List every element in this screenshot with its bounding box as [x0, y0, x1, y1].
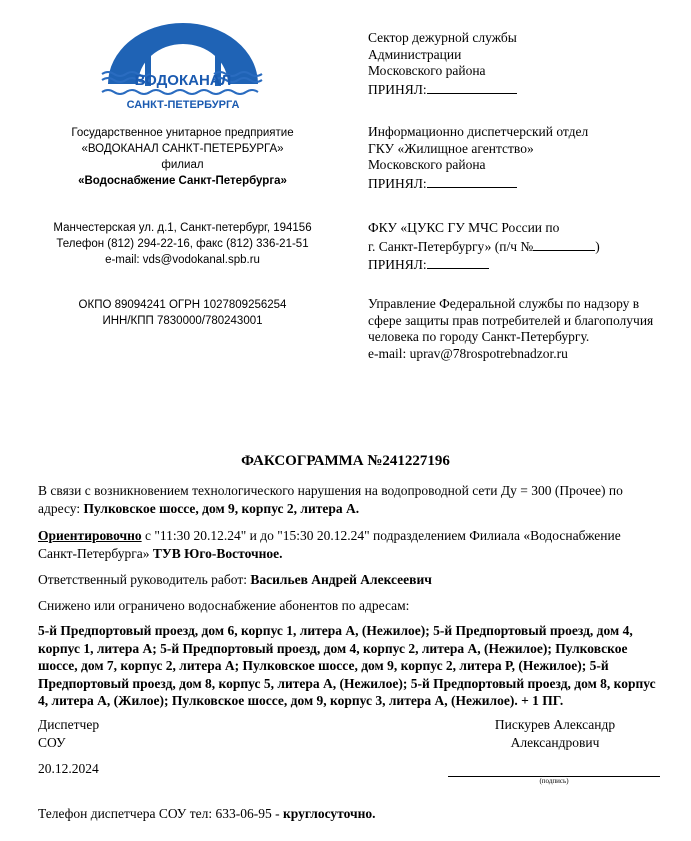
timing-unit: ТУВ Юго-Восточное. [152, 545, 283, 561]
inn-kpp: ИНН/КПП 7830000/780243001 [102, 315, 263, 327]
org-line: Государственное унитарное предприятие [71, 127, 294, 139]
recipient-block [368, 296, 658, 362]
responsible-name: Васильев Андрей Алексеевич [250, 572, 432, 587]
recipient-line: Московского района [368, 157, 486, 172]
codes-block [20, 297, 345, 329]
logo-wave [102, 90, 258, 94]
paragraph-addresses: 5-й Предпортовый проезд, дом 6, корпус 1, литера А, (Нежилое); 5-й Предпортовый проезд, дом 4, корпус 1, литера А; 5-й Предпортовый проезд, дом 4, корпус 2, литера А, (Нежилое); Пулковское шоссе, дом 7, корпус 2, литера А; Пулковское шоссе, дом 9, корпус 2, литера Р, (Нежилое); 5-й Предпортовый проезд, дом 8, корпус 5, литера А, (Нежилое); 5-й Предпортовый проезд, дом 8, корпус 4, литера А, (Жилое); Пулковское шоссе, дом 9, корпус 3, литера А, (Нежилое). + 1 ПГ. [38, 623, 656, 708]
footer-hours: круглосуточно. [282, 806, 376, 821]
org-phone: Телефон (812) 294-22-16, факс (812) 336-21-51 [56, 238, 309, 250]
signature-role [38, 716, 99, 751]
accepted-label: ПРИНЯЛ: [368, 175, 427, 191]
footer-phone [38, 805, 658, 823]
signer-name-line: Александрович [510, 734, 600, 750]
paragraph-incident [38, 482, 658, 517]
vodokanal-logo [100, 20, 266, 115]
accepted-label: ПРИНЯЛ: [368, 257, 427, 272]
recipient-email: e-mail: uprav@78rospotrebnadzor.ru [368, 345, 568, 361]
logo-city-text: САНКТ-ПЕТЕРБУРГА [126, 99, 240, 111]
recipient-line-end: ) [595, 238, 600, 254]
unit-number-blank[interactable] [533, 237, 595, 251]
org-address: Манчестерская ул. д.1, Санкт-петербург, 194156 [53, 222, 312, 234]
org-line: филиал [161, 159, 204, 171]
role-unit: СОУ [38, 734, 66, 750]
recipient-line: Информационно диспетчерский отдел [368, 124, 589, 139]
contacts-block [20, 220, 345, 268]
recipient-line: г. Санкт-Петербургу» (п/ч № [368, 238, 534, 254]
incident-address: Пулковское шоссе, дом 9, корпус 2, литера А. [83, 500, 360, 516]
org-block [20, 125, 345, 189]
org-email: e-mail: vds@vodokanal.spb.ru [105, 254, 260, 266]
signature-date: 20.12.2024 [38, 761, 99, 776]
recipient-line: Администрации [368, 46, 462, 62]
accepted-blank[interactable] [427, 255, 489, 269]
recipient-line: Московского района [368, 63, 486, 78]
org-line: «ВОДОКАНАЛ САНКТ-ПЕТЕРБУРГА» [81, 143, 284, 155]
recipient-line: ФКУ «ЦУКС ГУ МЧС России по [368, 220, 560, 235]
recipient-block [368, 124, 658, 192]
timing-text: с "11:30 20.12.24" и до "15:30 20.12.24" подразделением Филиала «Водоснабжение Санкт-Петербурга» [38, 528, 621, 561]
recipient-text: Управление Федеральной службы по надзору в сфере защиты прав потребителей и благополучия человека по городу Санкт-Петербургу. [368, 296, 654, 344]
accepted-blank[interactable] [427, 174, 517, 188]
fax-title: ФАКСОГРАММА №241227196 [241, 453, 450, 469]
role-dispatcher: Диспетчер [38, 717, 100, 732]
footer-text: Телефон диспетчера СОУ тел: 633-06-95 - [38, 806, 283, 821]
paragraph-reduced: Снижено или ограничено водоснабжение абонентов по адресам: [38, 598, 410, 613]
recipient-line: Сектор дежурной службы [368, 30, 517, 45]
accepted-blank[interactable] [427, 80, 517, 94]
paragraph-timing [38, 527, 658, 562]
incident-text: В связи с возникновением технологического нарушения на водопроводной сети Ду = 300 (Прочее) по адресу: [38, 483, 623, 516]
paragraph-responsible [38, 571, 658, 589]
timing-lead: Ориентировочно [38, 528, 142, 543]
recipient-block [368, 30, 658, 98]
signer-name-line: Пискурев Александр [494, 717, 616, 732]
logo-brand-text: ВОДОКАНАЛ [134, 72, 232, 89]
responsible-label: Ответственный руководитель работ: [38, 572, 251, 587]
signature-caption: (подпись) [539, 777, 569, 785]
org-branch-name: «Водоснабжение Санкт-Петербурга» [78, 175, 287, 187]
signature-name [470, 716, 640, 751]
accepted-label: ПРИНЯЛ: [368, 81, 427, 97]
okpo-ogrn: ОКПО 89094241 ОГРН 1027809256254 [78, 299, 287, 311]
recipient-line: ГКУ «Жилищное агентство» [368, 140, 534, 156]
recipient-block [368, 220, 658, 274]
